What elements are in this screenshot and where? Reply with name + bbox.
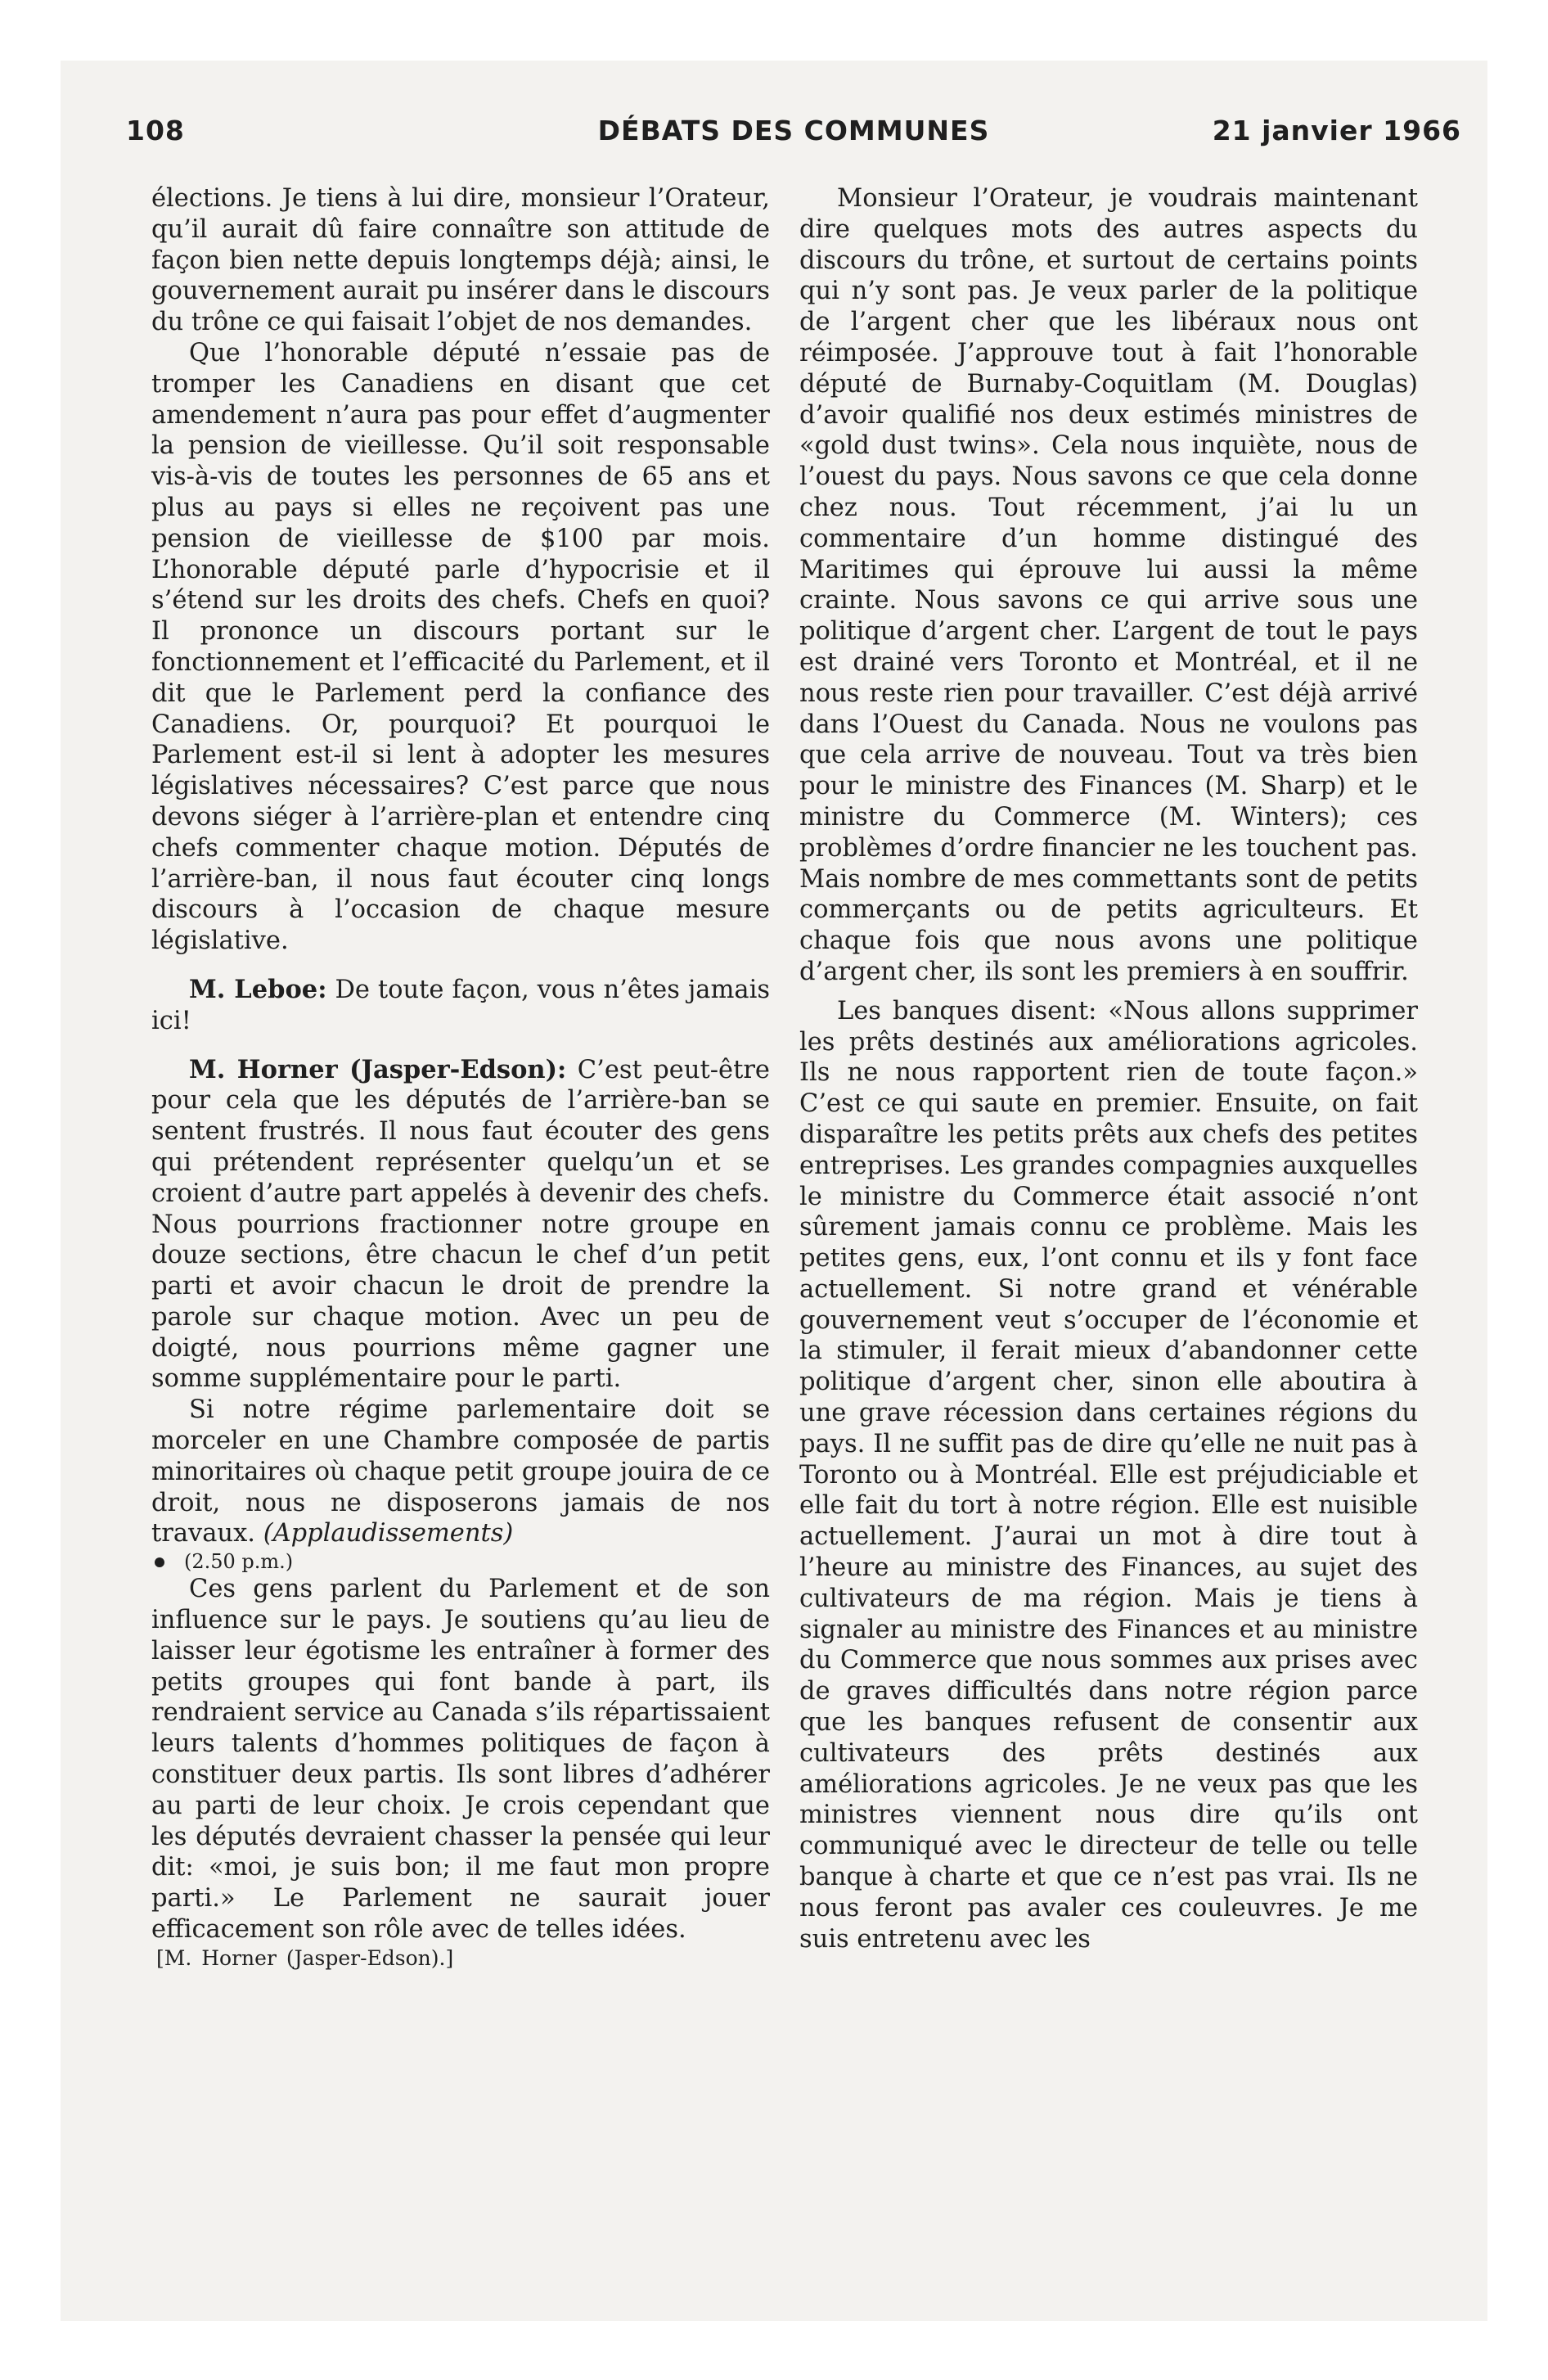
page-header: [126, 115, 1461, 156]
page-date: 21 janvier 1966: [1212, 115, 1461, 146]
time-text: (2.50 p.m.): [184, 1550, 294, 1574]
speaker-name: M. Leboe:: [189, 974, 327, 1004]
speaker-name: M. Horner (Jasper-Edson):: [189, 1054, 567, 1084]
speaker-footer: [M. Horner (Jasper-Edson).]: [156, 1945, 454, 1970]
publication-title: DÉBATS DES COMMUNES: [597, 115, 990, 146]
paragraph-text: Si notre régime parlementaire doit se morceler en une Chambre composée de partis minoritaires où chaque petit groupe jouira de ce droit, nous ne disposerons jamais de nos travaux.: [151, 1395, 770, 1548]
time-marker: [151, 1549, 770, 1574]
paragraph: Ces gens parlent du Parlement et de son influence sur le pays. Je soutiens qu’au lieu de laisser leur égotisme les entraîner à former des petits groupes qui font bande à part, ils rendraient service au Canada s’ils répartissaient leurs talents d’hommes politiques de façon à constituer deux partis. Ils sont libres d’adhérer au parti de leur choix. Je crois cependant que les députés devraient chasser la pensée qui leur dit: «moi, je suis bon; il me faut mon propre parti.» Le Parlement ne saurait jouer efficacement son rôle avec de telles idées.: [151, 1575, 770, 1945]
applause-note: (Applaudissements): [263, 1519, 514, 1548]
paragraph: Que l’honorable député n’essaie pas de tromper les Canadiens en disant que cet amendement n’aura pas pour effet d’augmenter la pension de vieillesse. Qu’il soit responsable vis-à-vis de toutes les personnes de 65 ans et plus au pays si elles ne reçoivent pas une pension de vieillesse de $100 par mois. L’honorable député parle d’hypocrisie et il s’étend sur les droits des chefs. Chefs en quoi? Il prononce un discours portant sur le fonctionnement et l’efficacité du Parlement, et il dit que le Parlement perd la confiance des Canadiens. Or, pourquoi? Et pourquoi le Parlement est-il si lent à adopter les mesures législatives nécessaires? C’est parce que nous devons siéger à l’arrière-plan et entendre cinq chefs commenter chaque motion. Députés de l’arrière-ban, il nous faut écouter cinq longs discours à l’occasion de chaque mesure législative.: [151, 338, 770, 956]
speech-text: C’est peut-être pour cela que les députés de l’arrière-ban se sentent frustrés. Il nous faut écouter des gens qui prétendent représenter quelqu’un et se croient d’autre part appelés à devenir des chefs. Nous pourrions fractionner notre groupe en douze sections, être chacun le chef d’un petit parti et avoir chacun le droit de prendre la parole sur chaque motion. Avec un peu de doigté, nous pourrions même gagner une somme supplémentaire pour le parti.: [151, 1055, 770, 1394]
page-number: 108: [126, 115, 185, 146]
bullet-icon: [155, 1557, 164, 1567]
left-column: [151, 183, 770, 1972]
paragraph: élections. Je tiens à lui dire, monsieur l’Orateur, qu’il aurait dû faire connaître son attitude de façon bien nette depuis longtemps déjà; ainsi, le gouvernement aurait pu insérer dans le discours du trône ce qui faisait l’objet de nos demandes.: [151, 184, 770, 337]
paragraph: Les banques disent: «Nous allons supprimer les prêts destinés aux améliorations agricoles. Ils ne nous rapportent rien de toute façon.» C’est ce qui saute en premier. Ensuite, on fait disparaître les petits prêts aux chefs des petites entreprises. Les grandes compagnies auxquelles le ministre du Commerce était associé n’ont sûrement jamais connu ce problème. Mais les petites gens, eux, l’ont connu et ils y font face actuellement. Si notre grand et vénérable gouvernement veut s’occuper de l’économie et la stimuler, il ferait mieux d’abandonner cette politique d’argent cher, sinon elle aboutira à une grave récession dans certaines régions du pays. Il ne suffit pas de dire qu’elle ne nuit pas à Toronto ou à Montréal. Elle est préjudiciable et elle fait du tort à notre région. Elle est nuisible actuellement. J’aurai un mot à dire tout à l’heure au ministre des Finances, au sujet des cultivateurs de ma région. Mais je tiens à signaler au ministre des Finances et au ministre du Commerce que nous sommes aux prises avec de graves difficultés dans notre région parce que les banques refusent de consentir aux cultivateurs des prêts destinés aux améliorations agricoles. Je ne veux pas que les ministres viennent nous dire qu’ils ont communiqué avec le directeur de telle ou telle banque à charte et que ce n’est pas vrai. Ils ne nous feront pas avaler ces couleuvres. Je me suis entretenu avec les: [799, 996, 1418, 1954]
right-column: [799, 183, 1418, 1954]
paragraph: Monsieur l’Orateur, je voudrais maintenant dire quelques mots des autres aspects du discours du trône, et surtout de certains points qui n’y sont pas. Je veux parler de la politique de l’argent cher que les libéraux nous ont réimposée. J’approuve tout à fait l’honorable député de Burnaby-Coquitlam (M. Douglas) d’avoir qualifié nos deux estimés ministres de «gold dust twins». Cela nous inquiète, nous de l’ouest du pays. Nous savons ce que cela donne chez nous. Tout récemment, j’ai lu un commentaire d’un homme distingué des Maritimes qui éprouve lui aussi la même crainte. Nous savons ce qui arrive sous une politique d’argent cher. L’argent de tout le pays est drainé vers Toronto et Montréal, et il ne nous reste rien pour travailler. C’est déjà arrivé dans l’Ouest du Canada. Nous ne voulons pas que cela arrive de nouveau. Tout va très bien pour le ministre des Finances (M. Sharp) et le ministre du Commerce (M. Winters); ces problèmes d’ordre financier ne les touchent pas. Mais nombre de mes commettants sont de petits commerçants ou de petits agriculteurs. Et chaque fois que nous avons une politique d’argent cher, ils sont les premiers à en souffrir.: [799, 184, 1418, 986]
speech-horner: [151, 1055, 770, 1395]
paragraph: [151, 1395, 770, 1549]
speech-text: De toute façon, vous n’êtes jamais ici!: [151, 975, 771, 1035]
speech-leboe: [151, 975, 770, 1037]
